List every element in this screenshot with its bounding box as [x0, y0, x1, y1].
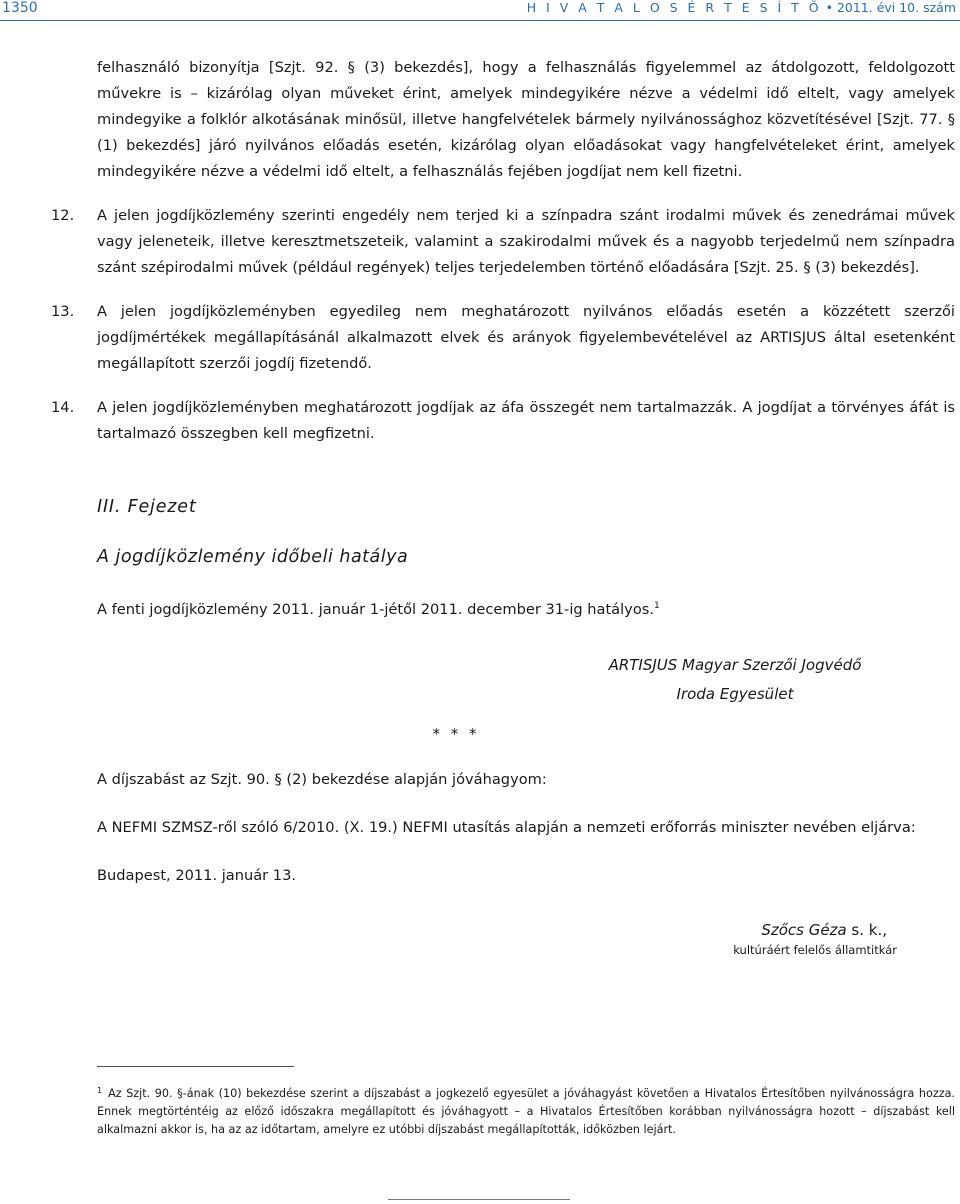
item-14 [51, 395, 955, 447]
approval-line: A díjszabást az Szjt. 90. § (2) bekezdése alapján jóváhagyom: [97, 771, 547, 788]
journal-name: H I V A T A L O S É R T E S Í T Õ [526, 0, 822, 15]
signatory-suffix: s. k., [851, 921, 887, 939]
document-body [51, 55, 955, 959]
page-number: 1350 [2, 0, 38, 16]
journal-title [527, 0, 956, 16]
section-separator: * * * [432, 725, 480, 743]
signatory-name [97, 919, 887, 941]
item-13 [51, 299, 955, 377]
bottom-rule [388, 1199, 570, 1200]
signatory-role: kultúráért felelős államtitkár [733, 943, 897, 957]
chapter-label: III. Fejezet [97, 497, 197, 517]
footnote [97, 1082, 955, 1139]
intro-paragraph: felhasználó bizonyítja [Szjt. 92. § (3) bekezdés], hogy a felhasználás figyelemmel az átdolgozott, feldolgozott művekre is – kizárólag olyan műveket érint, amelyek mindegyikére nézve a védelmi idő eltelt, vagy amelyek mindegyike a folklór alkotásának minősül, illetve hangfelvételek bármely nyilvánossághoz közvetítésével [Szjt. 77. § (1) bekezdés] járó nyilvános előadás esetén, kizárólag olyan előadásokat vagy hangfelvételeket érint, amelyek mindegyikére nézve a védelmi idő eltelt, a felhasználás fejében jogdíjat nem kell fizetni. [97, 59, 955, 180]
footnote-text: Az Szjt. 90. §-ának (10) bekezdése szerint a díjszabást a jogkezelő egyesület a jóváhagyást követően a Hivatalos Értesítőben nyilvánosságra hozza. Ennek megtörténtéig az előző időszakra megállapított és jóváhagyott – a Hivatalos Értesítőben korábban nyilvánosságra hozott – díjszabást kell alkalmazni akkor is, ha az az időtartam, amelyre ez utóbbi díjszabást megállapították, időközben lejárt. [97, 1087, 955, 1136]
item-text: A jelen jogdíjközleményben meghatározott jogdíjak az áfa összegét nem tartalmazzák. A jogdíjat a törvényes áfát is tartalmazó összegben kell megfizetni. [97, 399, 955, 442]
footnote-rule [97, 1066, 294, 1067]
org-name-line1: ARTISJUS Magyar Szerzői Jogvédő [608, 656, 862, 674]
item-number: 13. [51, 303, 75, 320]
item-number: 14. [51, 399, 75, 416]
place-date: Budapest, 2011. január 13. [97, 867, 297, 884]
item-number: 12. [51, 207, 75, 224]
item-text: A jelen jogdíjközleményben egyedileg nem meghatározott nyilvános előadás esetén a közzétett szerzői jogdíjmértékek megállapításánál alkalmazott elvek és arányok figyelembevételével az ARTISJUS által esetenként megállapított szerzői jogdíj fizetendő. [97, 303, 955, 372]
header-bullet: • [825, 0, 833, 15]
official-signature [97, 919, 955, 959]
organization-signature [97, 651, 955, 709]
header-rule [0, 20, 960, 21]
item-12 [51, 203, 955, 281]
footnote-marker: 1 [97, 1086, 103, 1095]
validity-statement [97, 593, 955, 623]
running-header [0, 0, 960, 24]
authority-line: A NEFMI SZMSZ-ről szóló 6/2010. (X. 19.) NEFMI utasítás alapján a nemzeti erőforrás miniszter nevében eljárva: [97, 819, 916, 836]
footnote-ref[interactable]: 1 [654, 601, 660, 611]
item-text: A jelen jogdíjközlemény szerinti engedély nem terjed ki a színpadra szánt irodalmi művek és zenedrámai művek vagy jeleneteik, illetve keresztmetszeteik, valamint a szakirodalmi művek és a nagyobb terjedelmű nem színpadra szánt szépirodalmi művek (például regények) teljes terjedelemben történő előadására [Szjt. 25. § (3) bekezdés]. [97, 207, 955, 276]
validity-text: A fenti jogdíjközlemény 2011. január 1-jétől 2011. december 31-ig hatályos. [97, 601, 654, 618]
org-name-line2: Iroda Egyesület [676, 685, 794, 703]
signatory-name-text: Szőcs Géza [761, 921, 847, 939]
issue-label: 2011. évi 10. szám [836, 0, 956, 15]
chapter-title: A jogdíjközlemény időbeli hatálya [97, 547, 409, 567]
